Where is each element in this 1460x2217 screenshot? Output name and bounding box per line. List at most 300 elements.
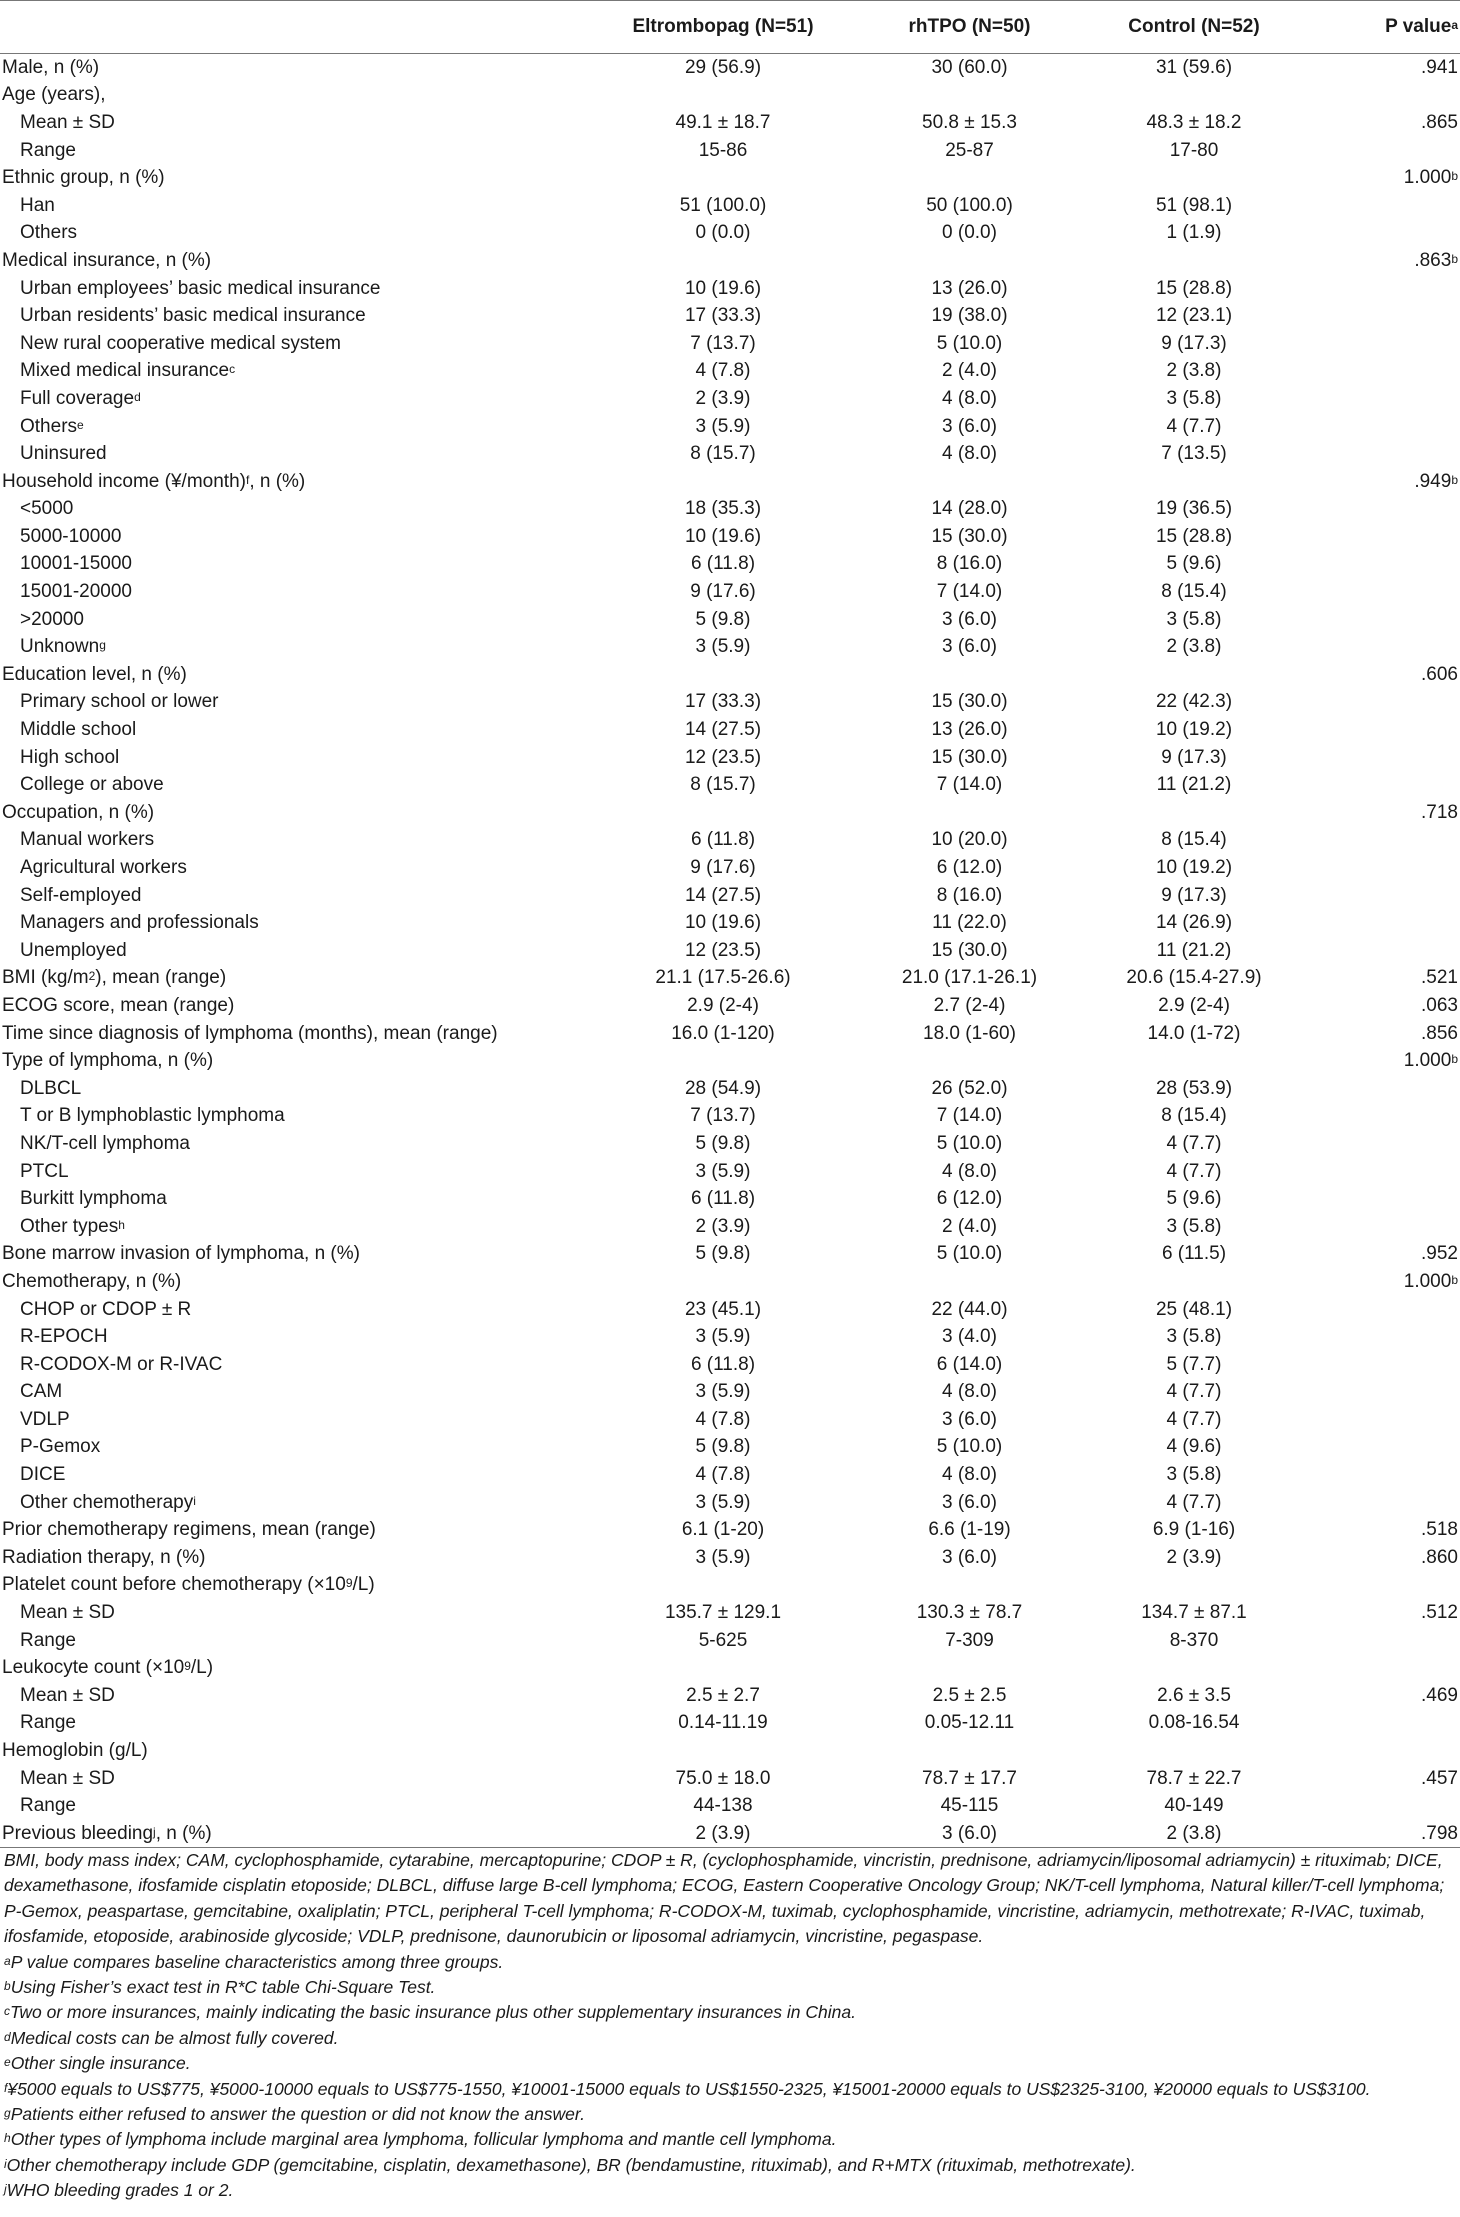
control-cell: 11 (21.2) <box>1156 774 1232 796</box>
row-label <box>0 826 575 854</box>
rhtpo-cell: 7-309 <box>945 1629 994 1651</box>
rhtpo-cell: 3 (6.0) <box>942 415 997 437</box>
footnote-text: Other types of lymphoma include marginal area lymphoma, follicular lymphoma and mantle cell lymphoma. <box>10 2129 837 2150</box>
row-label <box>0 1212 575 1240</box>
row-label <box>0 1516 575 1544</box>
row-label-text: Ethnic group, n (%) <box>2 167 165 189</box>
footnote-mark: h <box>4 2131 11 2146</box>
row-label-text: Mean ± SD <box>20 1602 115 1624</box>
eltrombopag-cell: 10 (19.6) <box>684 912 762 934</box>
eltrombopag-cell: 5-625 <box>698 1629 748 1651</box>
control-cell: 9 (17.3) <box>1161 884 1227 906</box>
table-row <box>0 136 1460 164</box>
footnote-text: Patients either refused to answer the question or did not know the answer. <box>10 2104 585 2125</box>
table-row <box>0 1323 1460 1351</box>
row-label-text: 5000-10000 <box>20 525 122 547</box>
rhtpo-cell: 14 (28.0) <box>931 498 1008 520</box>
row-label <box>0 1130 575 1158</box>
table-row <box>0 799 1460 827</box>
table-row <box>0 1102 1460 1130</box>
rhtpo-cell: 6 (12.0) <box>936 1188 1003 1210</box>
footnote-text: ¥5000 equals to US$775, ¥5000-10000 equals to US$775-1550, ¥10001-15000 equals to US$1550-2325, ¥15001-20000 equals to US$2325-3100, ¥20000 equals to US$3100. <box>7 2078 1371 2099</box>
pvalue-cell <box>1320 1240 1460 1268</box>
table-row <box>0 1709 1460 1737</box>
pvalue-cell <box>1320 467 1460 495</box>
row-label-text: Hemoglobin (g/L) <box>2 1740 148 1762</box>
pvalue-cell <box>1320 1350 1460 1378</box>
pvalue-cell <box>1320 1709 1460 1737</box>
row-label <box>0 523 575 551</box>
eltrombopag-cell: 6 (11.8) <box>690 829 756 851</box>
row-label <box>0 1047 575 1075</box>
row-label-text: Mixed medical insurance <box>20 360 230 382</box>
row-label-text: Uninsured <box>20 443 107 465</box>
row-label <box>0 467 575 495</box>
footnote-mark: i <box>4 2156 7 2171</box>
eltrombopag-cell: 2.9 (2-4) <box>687 994 759 1016</box>
control-cell: 78.7 ± 22.7 <box>1146 1767 1242 1789</box>
row-label <box>0 1820 575 1848</box>
rhtpo-cell: 7 (14.0) <box>936 581 1003 603</box>
rhtpo-cell: 50 (100.0) <box>926 194 1013 216</box>
row-label <box>0 1157 575 1185</box>
row-label-text: Radiation therapy, n (%) <box>2 1546 206 1568</box>
pvalue-cell <box>1320 1185 1460 1213</box>
row-label <box>0 937 575 965</box>
pvalue-cell <box>1320 909 1460 937</box>
control-cell: 2 (3.8) <box>1068 1820 1320 1848</box>
table-row <box>0 826 1460 854</box>
control-cell: 4 (7.7) <box>1166 1408 1222 1430</box>
footnote-text: Other chemotherapy include GDP (gemcitabine, cisplatin, dexamethasone), BR (bendamustine, rituximab), and R+MTX (rituximab, methotrexate). <box>6 2154 1136 2175</box>
pvalue-cell <box>1320 1433 1460 1461</box>
eltrombopag-cell: 14 (27.5) <box>684 884 762 906</box>
pvalue-cell <box>1320 164 1460 192</box>
eltrombopag-cell: 17 (33.3) <box>684 305 762 327</box>
row-label <box>0 219 575 247</box>
pvalue-cell <box>1320 1544 1460 1572</box>
row-label-text: Time since diagnosis of lymphoma (months), mean (range) <box>2 1022 498 1044</box>
row-label-text: Mean ± SD <box>20 1767 115 1789</box>
eltrombopag-cell: 51 (100.0) <box>679 194 767 216</box>
footnote <box>4 2127 1454 2152</box>
row-label-text: Platelet count before chemotherapy (×10 <box>2 1574 346 1596</box>
rhtpo-cell <box>871 1047 1068 1075</box>
eltrombopag-cell: 3 (5.9) <box>695 1546 751 1568</box>
rhtpo-cell: 3 (6.0) <box>871 1820 1068 1848</box>
row-label-text: Urban residents’ basic medical insurance <box>20 305 366 327</box>
rhtpo-cell: 45-115 <box>940 1795 999 1817</box>
eltrombopag-cell: 3 (5.9) <box>695 415 751 437</box>
table-row <box>0 1488 1460 1516</box>
rhtpo-cell: 15 (30.0) <box>931 525 1008 547</box>
eltrombopag-cell: 6 (11.8) <box>690 1188 756 1210</box>
eltrombopag-cell: 2.5 ± 2.7 <box>686 1684 760 1706</box>
row-label-text: ECOG score, mean (range) <box>2 994 235 1016</box>
row-label <box>0 716 575 744</box>
header-pvalue-text: P value <box>1385 16 1452 37</box>
rhtpo-cell: 2.5 ± 2.5 <box>932 1684 1007 1706</box>
rhtpo-cell: 22 (44.0) <box>931 1298 1008 1320</box>
row-label <box>0 274 575 302</box>
table-row <box>0 716 1460 744</box>
table-row <box>0 854 1460 882</box>
row-label <box>0 302 575 330</box>
row-label <box>0 605 575 633</box>
header-eltrombopag: Eltrombopag (N=51) <box>575 1 871 54</box>
table-row <box>0 1350 1460 1378</box>
table-row <box>0 881 1460 909</box>
pvalue-cell <box>1320 1102 1460 1130</box>
pvalue-cell <box>1320 1295 1460 1323</box>
row-label-footnote-mark: c <box>229 362 236 377</box>
control-cell <box>1068 661 1320 689</box>
table-row <box>0 1599 1460 1627</box>
row-label-text: Primary school or lower <box>20 691 219 713</box>
eltrombopag-cell: 17 (33.3) <box>684 691 762 713</box>
table-row <box>0 633 1460 661</box>
rhtpo-cell <box>871 81 1068 109</box>
eltrombopag-cell: 23 (45.1) <box>684 1298 762 1320</box>
control-cell: 4 (7.7) <box>1166 1160 1222 1182</box>
pvalue-cell <box>1320 661 1460 689</box>
row-label <box>0 1709 575 1737</box>
rhtpo-cell: 5 (10.0) <box>936 332 1003 354</box>
rhtpo-cell: 26 (52.0) <box>931 1077 1008 1099</box>
control-cell: 2 (3.9) <box>1166 1546 1222 1568</box>
row-label <box>0 1488 575 1516</box>
pvalue-text: 1.000 <box>1403 1050 1452 1072</box>
eltrombopag-cell: 16.0 (1-120) <box>671 1022 775 1044</box>
row-label-text: High school <box>20 746 120 768</box>
table-row <box>0 578 1460 606</box>
table-row <box>0 1516 1460 1544</box>
row-label-text: Self-employed <box>20 884 142 906</box>
row-label <box>0 1350 575 1378</box>
row-label <box>0 1240 575 1268</box>
footnote <box>4 2178 1454 2203</box>
row-label <box>0 1737 575 1765</box>
eltrombopag-cell: 49.1 ± 18.7 <box>675 111 771 133</box>
rhtpo-cell: 4 (8.0) <box>942 1464 997 1486</box>
eltrombopag-cell: 7 (13.7) <box>690 1105 756 1127</box>
control-cell: 2.9 (2-4) <box>1158 994 1230 1016</box>
pvalue-cell <box>1320 605 1460 633</box>
row-label-text: NK/T-cell lymphoma <box>20 1132 190 1154</box>
table-row <box>0 1019 1460 1047</box>
eltrombopag-cell: 15-86 <box>698 139 748 161</box>
rhtpo-cell: 10 (20.0) <box>931 829 1008 851</box>
row-label <box>0 854 575 882</box>
control-cell: 20.6 (15.4-27.9) <box>1126 967 1262 989</box>
row-label-text: Medical insurance, n (%) <box>2 249 212 271</box>
eltrombopag-cell: 2 (3.9) <box>695 387 751 409</box>
rhtpo-cell <box>871 1571 1068 1599</box>
table-row <box>0 1820 1460 1848</box>
rhtpo-cell <box>871 467 1068 495</box>
row-label-text: Mean ± SD <box>20 111 115 133</box>
row-label <box>0 578 575 606</box>
table-row <box>0 523 1460 551</box>
pvalue-cell <box>1320 550 1460 578</box>
eltrombopag-cell <box>575 81 871 109</box>
pvalue-cell <box>1320 743 1460 771</box>
rhtpo-cell: 18.0 (1-60) <box>923 1022 1016 1044</box>
row-label <box>0 385 575 413</box>
footnote <box>4 2153 1454 2178</box>
rhtpo-cell <box>871 661 1068 689</box>
row-label-suffix: , n (%) <box>249 470 306 492</box>
footnote-text: Other single insurance. <box>10 2053 191 2074</box>
row-label-text: Others <box>20 415 78 437</box>
eltrombopag-cell: 135.7 ± 129.1 <box>664 1602 782 1624</box>
row-label-footnote-mark: e <box>77 417 84 432</box>
row-label-suffix: /L) <box>190 1657 214 1679</box>
eltrombopag-cell: 21.1 (17.5-26.6) <box>655 967 791 989</box>
control-cell <box>1068 81 1320 109</box>
rhtpo-cell <box>871 1268 1068 1296</box>
table-row <box>0 1378 1460 1406</box>
row-label-text: Managers and professionals <box>20 912 259 934</box>
table-row <box>0 109 1460 137</box>
control-cell <box>1068 164 1320 192</box>
control-cell <box>1068 1047 1320 1075</box>
control-cell: 3 (5.8) <box>1166 608 1222 630</box>
rhtpo-cell: 15 (30.0) <box>931 691 1008 713</box>
footnote-mark: d <box>4 2029 11 2044</box>
row-label-text: Education level, n (%) <box>2 663 187 685</box>
control-cell: 11 (21.2) <box>1156 939 1232 961</box>
pvalue-text: .863 <box>1414 249 1452 271</box>
footnote-mark: c <box>4 2004 10 2019</box>
table-row <box>0 440 1460 468</box>
row-label <box>0 1323 575 1351</box>
control-cell: 9 (17.3) <box>1161 332 1227 354</box>
eltrombopag-cell: 18 (35.3) <box>684 498 762 520</box>
row-label <box>0 191 575 219</box>
pvalue-cell <box>1320 688 1460 716</box>
control-cell <box>1068 1268 1320 1296</box>
footnote-mark: a <box>4 1953 11 1968</box>
control-cell: 3 (5.8) <box>1166 387 1222 409</box>
eltrombopag-cell: 4 (7.8) <box>695 360 751 382</box>
rhtpo-cell: 4 (8.0) <box>942 387 997 409</box>
rhtpo-cell <box>871 1654 1068 1682</box>
rhtpo-cell <box>871 799 1068 827</box>
control-cell: 14 (26.9) <box>1155 912 1233 934</box>
table-row <box>0 54 1460 82</box>
footnote-text: Medical costs can be almost fully covered. <box>10 2027 339 2048</box>
control-cell: 5 (9.6) <box>1166 553 1222 575</box>
row-label-text: R-EPOCH <box>20 1326 108 1348</box>
eltrombopag-cell: 5 (9.8) <box>695 1132 751 1154</box>
table-row <box>0 937 1460 965</box>
row-label-text: Other types <box>20 1215 119 1237</box>
rhtpo-cell: 3 (4.0) <box>942 1326 997 1348</box>
row-label <box>0 1571 575 1599</box>
row-label <box>0 1295 575 1323</box>
pvalue-cell <box>1320 1654 1460 1682</box>
control-cell: 4 (7.7) <box>1166 1381 1222 1403</box>
pvalue-cell <box>1320 523 1460 551</box>
row-label <box>0 329 575 357</box>
table-row <box>0 1268 1460 1296</box>
table-row <box>0 191 1460 219</box>
footnote-text: P value compares baseline characteristics among three groups. <box>10 1951 504 1972</box>
row-label <box>0 1102 575 1130</box>
pvalue-cell <box>1320 881 1460 909</box>
pvalue-cell <box>1320 247 1460 275</box>
row-label-text: Age (years), <box>2 84 106 106</box>
pvalue-cell <box>1320 826 1460 854</box>
control-cell: 0.08-16.54 <box>1148 1712 1240 1734</box>
rhtpo-cell: 7 (14.0) <box>936 1105 1003 1127</box>
control-cell: 14.0 (1-72) <box>1147 1022 1241 1044</box>
rhtpo-cell: 3 (6.0) <box>942 608 997 630</box>
control-cell: 19 (36.5) <box>1155 498 1233 520</box>
row-label <box>0 1433 575 1461</box>
row-label-suffix: , n (%) <box>155 1822 212 1844</box>
row-label <box>0 1544 575 1572</box>
eltrombopag-cell: 28 (54.9) <box>684 1077 762 1099</box>
abbreviations-note: BMI, body mass index; CAM, cyclophosphamide, cytarabine, mercaptopurine; CDOP ± R, (cyclophosphamide, vincristin, prednisone, adriamycin/liposomal adriamycin) ± rituximab; DICE, dexamethasone, ifosfamide cisplatin etoposide; DLBCL, diffuse large B-cell lymphoma; ECOG, Eastern Cooperative Oncology Group; NK/T-cell lymphoma, Natural killer/T-cell lymphoma; P-Gemox, peaspartase, gemcitabine, oxaliplatin; PTCL, peripheral T-cell lymphoma; R-CODOX-M, tuximab, cyclophosphamide, vincristine, adriamycin, methotrexate; R-IVAC, tuximab, ifosfamide, etoposide, arabinoside glycoside; VDLP, prednisone, daunorubicin or liposomal adriamycin, vincristine, pegaspase. <box>4 1850 1445 1947</box>
row-label-text: Leukocyte count (×10 <box>2 1657 185 1679</box>
pvalue-cell <box>1320 357 1460 385</box>
table-row <box>0 164 1460 192</box>
table-row <box>0 1406 1460 1434</box>
row-label-text: Previous bleeding <box>2 1822 154 1844</box>
row-label <box>0 1185 575 1213</box>
footnote <box>4 1950 1454 1975</box>
row-label-text: Male, n (%) <box>2 57 100 79</box>
row-label-text: Range <box>20 139 76 161</box>
pvalue-text: 1.000 <box>1403 167 1452 189</box>
rhtpo-cell: 11 (22.0) <box>932 912 1007 934</box>
eltrombopag-cell: 6 (11.8) <box>690 553 756 575</box>
pvalue-cell <box>1320 1019 1460 1047</box>
control-cell: 3 (5.8) <box>1166 1326 1222 1348</box>
rhtpo-cell: 4 (8.0) <box>942 443 997 465</box>
pvalue-cell <box>1320 109 1460 137</box>
control-cell: 22 (42.3) <box>1155 691 1233 713</box>
table-row <box>0 1240 1460 1268</box>
eltrombopag-cell: 10 (19.6) <box>684 525 762 547</box>
row-label-footnote-mark: 9 <box>184 1659 191 1674</box>
control-cell: 17-80 <box>1169 139 1219 161</box>
row-label-text: College or above <box>20 774 164 796</box>
row-label <box>0 109 575 137</box>
control-cell: 4 (7.7) <box>1166 1132 1222 1154</box>
pvalue-cell <box>1320 1268 1460 1296</box>
table-row <box>0 247 1460 275</box>
eltrombopag-cell: 75.0 ± 18.0 <box>675 1767 771 1789</box>
control-cell: 3 (5.8) <box>1166 1215 1222 1237</box>
pvalue-text: .718 <box>1421 801 1458 823</box>
table-row <box>0 1295 1460 1323</box>
table-row <box>0 219 1460 247</box>
rhtpo-cell: 0.05-12.11 <box>924 1712 1015 1734</box>
pvalue-cell <box>1320 716 1460 744</box>
row-label <box>0 1654 575 1682</box>
pvalue-footnote-mark: b <box>1451 472 1458 487</box>
table-row <box>0 550 1460 578</box>
header-rhtpo: rhTPO (N=50) <box>871 1 1068 54</box>
pvalue-text: .798 <box>1421 1822 1458 1844</box>
pvalue-cell <box>1320 799 1460 827</box>
control-cell <box>1068 1571 1320 1599</box>
eltrombopag-cell <box>575 467 871 495</box>
table-row <box>0 743 1460 771</box>
eltrombopag-cell <box>575 247 871 275</box>
row-label <box>0 992 575 1020</box>
row-label <box>0 412 575 440</box>
table-row <box>0 1185 1460 1213</box>
table-row <box>0 1047 1460 1075</box>
control-cell <box>1068 799 1320 827</box>
row-label-text: Full coverage <box>20 387 135 409</box>
footnote-mark: b <box>4 1979 11 1994</box>
row-label-footnote-mark: f <box>245 472 250 487</box>
control-cell: 3 (5.8) <box>1166 1464 1222 1486</box>
table-row <box>0 495 1460 523</box>
table-row <box>0 1654 1460 1682</box>
row-label <box>0 1378 575 1406</box>
table-body <box>0 54 1460 1848</box>
footnote-mark: g <box>4 2106 11 2121</box>
eltrombopag-cell: 9 (17.6) <box>690 581 756 603</box>
row-label-text: BMI (kg/m <box>2 967 89 989</box>
pvalue-cell <box>1320 1461 1460 1489</box>
pvalue-cell <box>1320 1406 1460 1434</box>
footnote <box>4 2026 1454 2051</box>
rhtpo-cell: 30 (60.0) <box>931 57 1008 79</box>
row-label <box>0 1406 575 1434</box>
pvalue-cell <box>1320 440 1460 468</box>
rhtpo-cell: 25-87 <box>945 139 994 161</box>
table-row <box>0 329 1460 357</box>
table-row <box>0 1461 1460 1489</box>
row-label <box>0 1461 575 1489</box>
table-row <box>0 385 1460 413</box>
rhtpo-cell: 7 (14.0) <box>936 774 1003 796</box>
eltrombopag-cell: 6.1 (1-20) <box>681 1519 765 1541</box>
row-label-text: Chemotherapy, n (%) <box>2 1270 182 1292</box>
row-label-text: Range <box>20 1795 76 1817</box>
row-label-text: Others <box>20 222 78 244</box>
pvalue-cell <box>1320 54 1460 82</box>
pvalue-cell <box>1320 578 1460 606</box>
row-label-text: New rural cooperative medical system <box>20 332 342 354</box>
eltrombopag-cell: 5 (9.8) <box>695 1243 751 1265</box>
table-row <box>0 1130 1460 1158</box>
eltrombopag-cell <box>575 1047 871 1075</box>
footnote-text: Two or more insurances, mainly indicating the basic insurance plus other supplementary insurances in China. <box>10 2002 856 2023</box>
control-cell: 1 (1.9) <box>1166 222 1222 244</box>
rhtpo-cell: 6.6 (1-19) <box>928 1519 1011 1541</box>
footnote <box>4 2051 1454 2076</box>
table-row <box>0 1682 1460 1710</box>
pvalue-cell <box>1320 633 1460 661</box>
rhtpo-cell <box>871 247 1068 275</box>
row-label-footnote-mark: j <box>153 1824 156 1839</box>
eltrombopag-cell: 10 (19.6) <box>684 277 762 299</box>
rhtpo-cell: 8 (16.0) <box>936 553 1003 575</box>
footnote <box>4 2000 1454 2025</box>
row-label <box>0 1792 575 1820</box>
rhtpo-cell: 4 (8.0) <box>942 1381 997 1403</box>
eltrombopag-cell <box>575 1654 871 1682</box>
table-row <box>0 302 1460 330</box>
